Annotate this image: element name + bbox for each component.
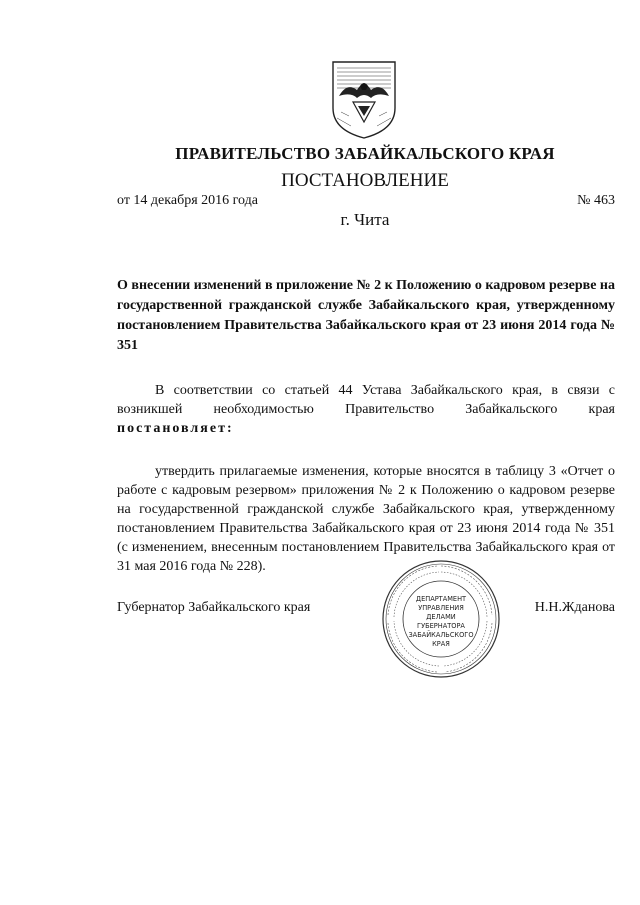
preamble-text: В соответствии со статьей 44 Устава Забайкальского края, в связи с возникшей необходимостью Правительство Забайкальского края (117, 383, 615, 417)
signatory-position: Губернатор Забайкальского края (117, 600, 311, 615)
document-city: г. Чита (340, 210, 390, 229)
resolution-paragraph: утвердить прилагаемые изменения, которые вносятся в таблицу 3 «Отчет о работе с кадровым резервом» приложения № 2 к Положению о кадровом резерве на государственной гражданской службе Забайкальского края, утвержденному постановлением Правительства Забайкальского края от 23 июня 2014 года № 351 (с изменением, внесенным постановлением Правительства Забайкальского края от 31 мая 2016 года № 228). (117, 464, 615, 574)
document-subject: О внесении изменений в приложение № 2 к Положению о кадровом резерве на государственной гражданской службе Забайкальского края, утвержденному постановлением Правительства Забайкальского края от 23 июня 2014 года № 351 (117, 278, 615, 353)
signatory-name: Н.Н.Жданова (534, 600, 615, 615)
official-seal-stamp (379, 557, 503, 681)
decree-word: постановляет: (117, 421, 234, 436)
stamp-line-3: ДЕЛАМИ (426, 613, 456, 621)
coat-of-arms-emblem (327, 56, 401, 140)
stamp-line-6: КРАЯ (432, 640, 450, 648)
stamp-line-5: ЗАБАЙКАЛЬСКОГО (408, 631, 474, 639)
document-number: № 463 (577, 193, 615, 208)
stamp-line-2: УПРАВЛЕНИЯ (418, 604, 464, 612)
preamble-paragraph (117, 381, 615, 438)
document-type: ПОСТАНОВЛЕНИЕ (281, 170, 449, 191)
organization-title: ПРАВИТЕЛЬСТВО ЗАБАЙКАЛЬСКОГО КРАЯ (175, 144, 555, 163)
stamp-line-4: ГУБЕРНАТОРА (417, 622, 465, 630)
document-date: от 14 декабря 2016 года (117, 193, 258, 208)
stamp-line-1: ДЕПАРТАМЕНТ (415, 595, 467, 603)
